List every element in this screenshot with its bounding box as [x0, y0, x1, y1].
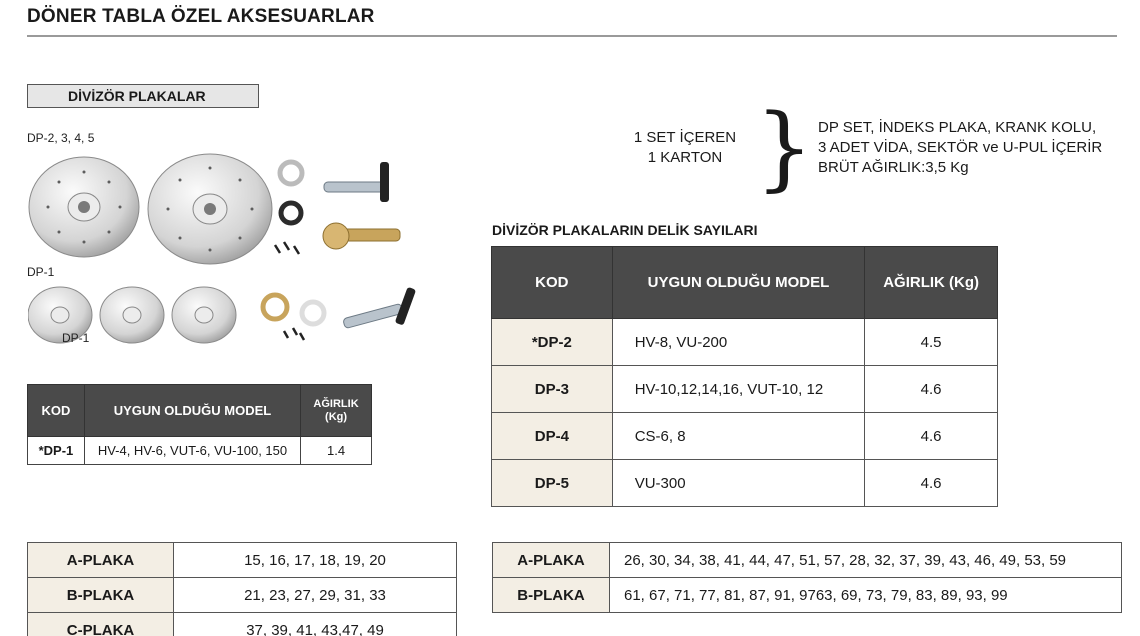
set-line-1: 1 SET İÇEREN: [633, 129, 737, 146]
dp1-sector-part: [263, 295, 287, 319]
plate-holes: 61, 67, 71, 77, 81, 87, 91, 9763, 69, 73, 79, 83, 89, 93, 99: [610, 578, 1122, 613]
set-contents-right: [818, 118, 1102, 178]
table-header-row: [492, 247, 998, 319]
plate-holes: 37, 39, 41, 43,47, 49: [174, 613, 457, 636]
cell-weight: 4.6: [865, 460, 998, 507]
col-weight: AĞIRLIK (Kg): [865, 247, 998, 319]
plate-name: B-PLAKA: [493, 578, 610, 613]
cell-model: HV-4, HV-6, VUT-6, VU-100, 150: [84, 437, 300, 465]
crank-arm-part: [324, 182, 384, 192]
set-contents-left: [615, 128, 755, 168]
col-model: UYGUN OLDUĞU MODEL: [84, 385, 300, 437]
col-weight: AĞIRLIK (Kg): [301, 385, 372, 437]
col-model: UYGUN OLDUĞU MODEL: [612, 247, 865, 319]
plate-holes-table-left: [27, 542, 457, 636]
table-row: [28, 437, 372, 465]
curly-brace: }: [755, 94, 814, 201]
cell-model: VU-300: [612, 460, 865, 507]
table-row: [492, 319, 998, 366]
cell-kod: DP-4: [492, 413, 613, 460]
dp-spec-table: [491, 246, 998, 507]
dp1-overlay-label: DP-1: [62, 331, 90, 345]
table-row: [493, 578, 1122, 613]
set-detail-1: DP SET, İNDEKS PLAKA, KRANK KOLU,: [818, 119, 1097, 136]
cell-weight: 4.5: [865, 319, 998, 366]
cell-kod: DP-3: [492, 366, 613, 413]
table-row: [28, 578, 457, 613]
table-row: [492, 413, 998, 460]
dp1-spec-table: [27, 384, 372, 465]
section-title: DİVİZÖR PLAKALAR: [27, 84, 259, 108]
cell-kod: DP-5: [492, 460, 613, 507]
cell-weight: 4.6: [865, 366, 998, 413]
cell-weight: 1.4: [301, 437, 372, 465]
cell-model: HV-8, VU-200: [612, 319, 865, 366]
cell-kod: *DP-2: [492, 319, 613, 366]
plate-name: C-PLAKA: [28, 613, 174, 636]
set-detail-3: BRÜT AĞIRLIK:3,5 Kg: [818, 159, 969, 176]
set-line-2: 1 KARTON: [647, 149, 723, 166]
cell-weight: 4.6: [865, 413, 998, 460]
u-washer-part: [280, 162, 302, 184]
cell-model: HV-10,12,14,16, VUT-10, 12: [612, 366, 865, 413]
dp25-label: DP-2, 3, 4, 5: [27, 131, 95, 145]
col-kod: KOD: [28, 385, 85, 437]
dp1-label: DP-1: [27, 265, 55, 279]
plate-holes-table-right: [492, 542, 1122, 613]
table-row: [28, 543, 457, 578]
plate-holes: 15, 16, 17, 18, 19, 20: [174, 543, 457, 578]
plate-holes: 21, 23, 27, 29, 31, 33: [174, 578, 457, 613]
page-title: DÖNER TABLA ÖZEL AKSESUARLAR: [27, 6, 375, 27]
title-divider: [27, 35, 1117, 37]
set-detail-2: 3 ADET VİDA, SEKTÖR ve U-PUL İÇERİR: [818, 139, 1103, 156]
cell-model: CS-6, 8: [612, 413, 865, 460]
dp1-crank-arm: [343, 303, 404, 328]
col-kod: KOD: [492, 247, 613, 319]
plate-name: A-PLAKA: [28, 543, 174, 578]
ring-washer-part: [281, 203, 301, 223]
dp25-product-photo: [28, 150, 423, 265]
dp1-washer-part: [302, 302, 324, 324]
plate-name: A-PLAKA: [493, 543, 610, 578]
table-row: [493, 543, 1122, 578]
hole-count-title: DİVİZÖR PLAKALARIN DELİK SAYILARI: [492, 222, 758, 238]
plate-name: B-PLAKA: [28, 578, 174, 613]
cell-kod: *DP-1: [28, 437, 85, 465]
table-row: [492, 366, 998, 413]
table-header-row: [28, 385, 372, 437]
plate-holes: 26, 30, 34, 38, 41, 44, 47, 51, 57, 28, 32, 37, 39, 43, 46, 49, 53, 59: [610, 543, 1122, 578]
crank-handle-part: [380, 162, 389, 202]
table-row: [28, 613, 457, 636]
table-row: [492, 460, 998, 507]
